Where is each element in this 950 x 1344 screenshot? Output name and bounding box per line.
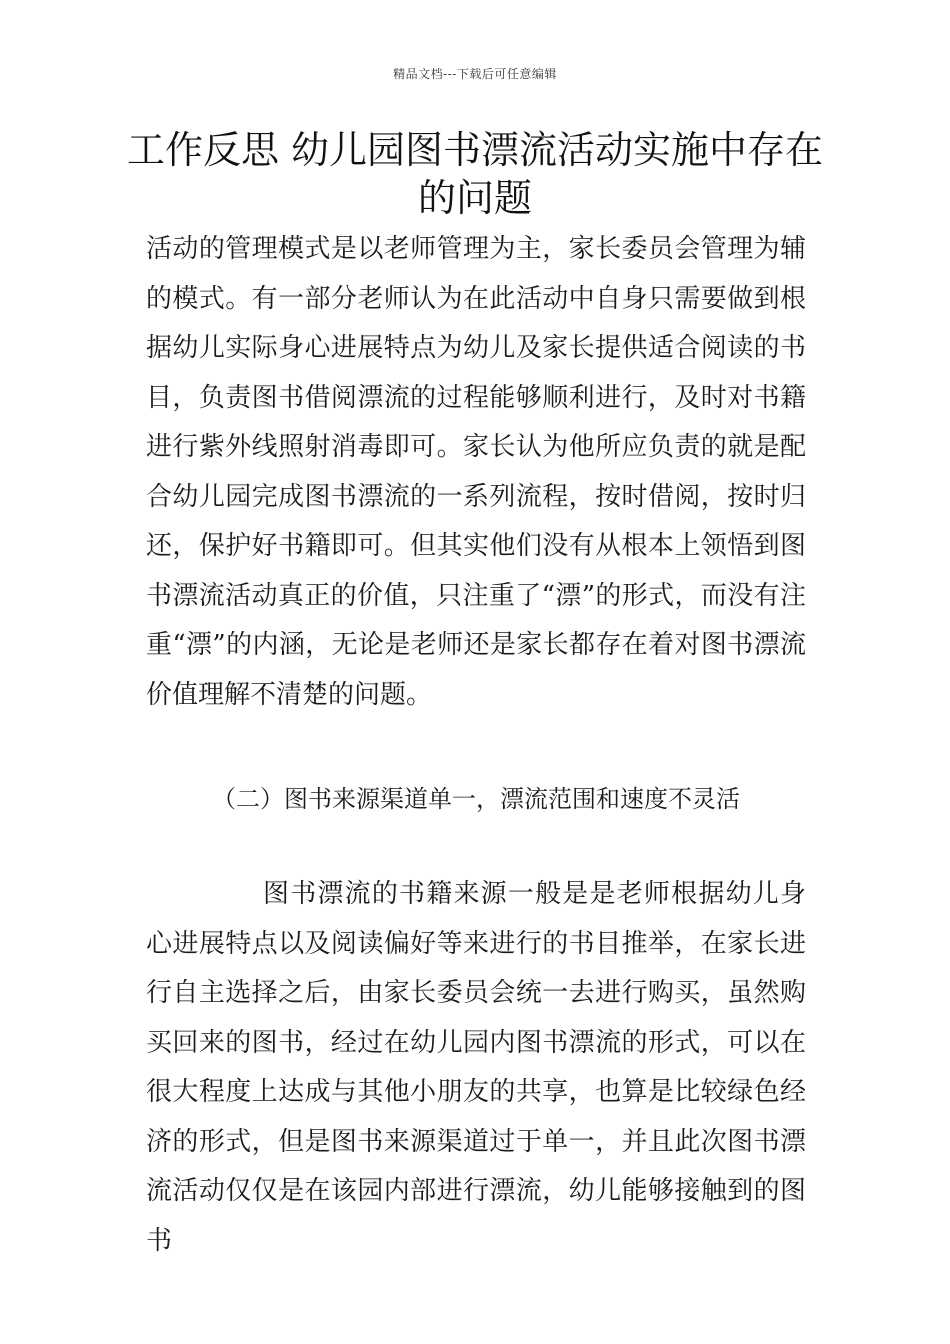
header-note: 精品文档---下载后可任意编辑 (393, 67, 557, 81)
section-heading: （二）图书来源渠道单一，漂流范围和速度不灵活 (212, 785, 740, 813)
body-paragraph: 活动的管理模式是以老师管理为主，家长委员会管理为辅的模式。有一部分老师认为在此活动中自身只需要做到根据幼儿实际身心进展特点为幼儿及家长提供适合阅读的书目，负责图书借阅漂流的过程能够顺利进行，及时对书籍进行紫外线照射消毒即可。家长认为他所应负责的就是配合幼儿园完成图书漂流的一系列流程，按时借阅，按时归还，保护好书籍即可。但其实他们没有从根本上领悟到图书漂流活动真正的价值，只注重了“漂”的形式，而没有注重“漂”的内涵，无论是老师还是家长都存在着对图书漂流价值理解不清楚的问题。 (146, 234, 806, 710)
section-paragraph: 图书漂流的书籍来源一般是是老师根据幼儿身心进展特点以及阅读偏好等来进行的书目推举，在家长进行自主选择之后，由家长委员会统一去进行购买，虽然购买回来的图书，经过在幼儿园内图书漂流的形式，可以在很大程度上达成与其他小朋友的共享，也算是比较绿色经济的形式，但是图书来源渠道过于单一，并且此次图书漂流活动仅仅是在该园内部进行漂流，幼儿能够接触到的图书 (146, 879, 806, 1256)
document-title: 工作反思 幼儿园图书漂流活动实施中存在的问题 (126, 128, 824, 220)
